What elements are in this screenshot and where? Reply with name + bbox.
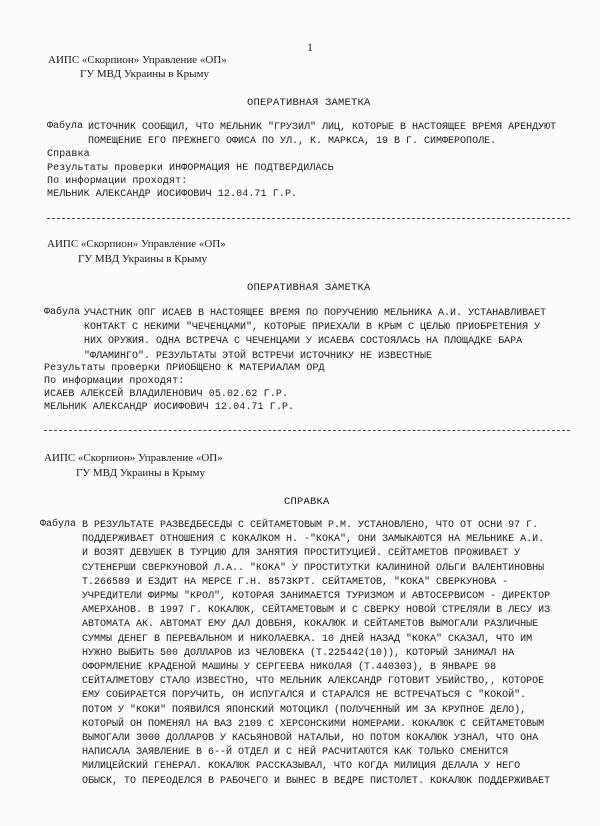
record-3-fabula-label: Фабула (40, 519, 77, 530)
record-3-fabula-text (82, 519, 550, 789)
record-2-fabula-line: НИХ ОРУЖИЯ. ОДНА ВСТРЕЧА С ЧЕЧЕНЦАМИ У ИСАЕВА СОСТОЯЛАСЬ НА ПЛОЩАДКЕ БАРА (84, 336, 523, 348)
record-3-fabula-line: МИЛИЦЕЙСКИЙ ГЕНЕРАЛ. КОКАЛЮК РАССКАЗЫВАЛ, ЧТО КОГДА МИЛИЦИЯ ДЕЛАЛА У НЕГО (82, 761, 521, 773)
record-3-fabula-line: СУММЫ ДЕНЕГ В ПЕРЕВАЛЬНОМ И НИКОЛАЕВКА. 10 ДНЕЙ НАЗАД "КОКА" СКАЗАЛ, ЧТО ИМ (82, 633, 533, 645)
record-3-fabula-line: В РЕЗУЛЬТАТЕ РАЗВЕДБЕСЕДЫ С СЕЙТАМЕТОВЫМ Р.М. УСТАНОВЛЕНО, ЧТО ОТ ОСНИ 97 Г. (82, 520, 539, 531)
record-2-fabula-label: Фабула (44, 307, 81, 318)
record-1-spravka-label: Справка (47, 149, 90, 160)
record-2-results: Результаты проверки ПРИОБЩЕНО К МАТЕРИАЛАМ ОРД (44, 363, 325, 374)
record-3-fabula-line: НУЖНО ВЫБИТЬ 500 ДОЛЛАРОВ ИЗ ЧЕЛОВЕКА (Т.225442(10)), КОТОРЫЙ ЗАНИМАЛ НА (82, 647, 515, 659)
record-3-fabula-line: ПОДДЕРЖИВАЕТ ОТНОШЕНИЯ С КОКАЛКОМ Н. -"КОКА", ОНИ ЗАМЫКАЮТСЯ НА МЕЛЬНИКЕ А.И. (82, 534, 545, 546)
record-3-fabula-line: НАПИСАЛА ЗАЯВЛЕНИЕ В 6--Й ОТДЕЛ И С НЕЙ РАСЧИТАЮТСЯ КАК ТОЛЬКО СМЕНИТСЯ (82, 747, 509, 759)
record-3-header-line2: ГУ МВД Украины в Крыму (76, 467, 205, 479)
page-number: 1 (307, 40, 313, 54)
record-3-fabula-line: ЕМУ СОБИРАЕТСЯ ПОРУЧИТЬ, ОН ИСПУГАЛСЯ И СТАРАЛСЯ НЕ ВСТРЕЧАТЬСЯ С "КОКОЙ". (82, 690, 527, 702)
record-2-fabula-line: КОНТАКТ С НЕКИМИ "ЧЕЧЕНЦАМИ", КОТОРЫЕ ПРИЕХАЛИ В КРЫМ С ЦЕЛЬЮ ПРИОБРЕТЕНИЯ У (84, 322, 541, 334)
record-2-person: МЕЛЬНИК АЛЕКСАНДР ИОСИФОВИЧ 12.04.71 Г.Р. (44, 402, 295, 413)
record-1-title: ОПЕРАТИВНАЯ ЗАМЕТКА (247, 97, 371, 109)
record-3-fabula-line: АВТОМАТА АК. АВТОМАТ ЕМУ ДАЛ ДОВБНЯ, КОКАЛЮК И СЕЙТАМЕТОВ ВЫМОГАЛИ РАЗЛИЧНЫЕ (82, 619, 539, 631)
record-1-info-label: По информации проходят: (47, 176, 188, 187)
record-1-fabula-line: ПОМЕЩЕНИЕ ЕГО ПРЕЖНЕГО ОФИСА ПО УЛ., К. МАРКСА, 19 В Г. СИМФЕРОПОЛЕ. (88, 136, 497, 148)
record-2-fabula-text (84, 307, 546, 364)
record-2-fabula-line: УЧАСТНИК ОПГ ИСАЕВ В НАСТОЯЩЕЕ ВРЕМЯ ПО ПОРУЧЕНИЮ МЕЛЬНИКА А.И. УСТАНАВЛИВАЕТ (84, 308, 547, 319)
record-1-results: Результаты проверки ИНФОРМАЦИЯ НЕ ПОДТВЕРДИЛАСЬ (47, 163, 334, 174)
record-2-fabula-line: "ФЛАМИНГО". РЕЗУЛЬТАТЫ ЭТОЙ ВСТРЕЧИ ИСТОЧНИКУ НЕ ИЗВЕСТНЫЕ (84, 350, 433, 362)
record-3-fabula-line: ОФОРМЛЕНИЕ КРАДЕНОЙ МАШИНЫ У СЕРГЕЕВА НИКОЛАЯ (Т.440303), В ЯНВАРЕ 98 (82, 662, 497, 674)
record-3-fabula-line: УЧРЕДИТЕЛИ ФИРМЫ "КРОЛ", КОТОРАЯ ЗАНИМАЕТСЯ ТУРИЗМОМ И АВТОСЕРВИСОМ - ДИРЕКТОР (82, 591, 551, 603)
record-3-fabula-line: ОБЫСК, ТО ПЕРЕОДЕЛСЯ В РАБОЧЕГО И ВЫНЕС В ВЕДРЕ ПИСТОЛЕТ. КОКАЛЮК ПОДДЕРЖИВАЕТ (82, 775, 551, 787)
record-2-title: ОПЕРАТИВНАЯ ЗАМЕТКА (247, 282, 371, 294)
record-2-header-line1: АИПС «Скорпион» Управление «ОП» (47, 238, 226, 250)
record-1-person: МЕЛЬНИК АЛЕКСАНДР ИОСИФОВИЧ 12.04.71 Г.Р. (47, 189, 298, 200)
record-1-fabula-line: ИСТОЧНИК СООБЩИЛ, ЧТО МЕЛЬНИК "ГРУЗИЛ" ЛИЦ, КОТОРЫЕ В НАСТОЯЩЕЕ ВРЕМЯ АРЕНДУЮТ (88, 122, 557, 133)
record-3-fabula-line: ВЫМОГАЛИ 3000 ДОЛЛАРОВ У КАСЬЯНОВОЙ НАТАЛЬИ, НО ПОТОМ КОКАЛЮК УЗНАЛ, ЧТО ОНА (82, 733, 539, 745)
record-3-fabula-line: СУТЕНЕРШИ СВЕРКУНОВОЙ Л.А.. "КОКА" У ПРОСТИТУТКИ КАЛИНИНОЙ ОЛЬГИ ВАЛЕНТИНОВНЫ (82, 562, 545, 574)
record-1-header-line2: ГУ МВД Украины в Крыму (80, 68, 209, 80)
record-3-fabula-line: Т.266589 И ЕЗДИТ НА МЕРСЕ Г.Н. 8573КРТ. СЕЙТАМЕТОВ, "КОКА" СВЕРКУНОВА - (82, 576, 509, 588)
separator-line (44, 430, 570, 431)
record-3-fabula-line: ПОТОМ У "КОКИ" ПОЯВИЛСЯ ЯПОНСКИЙ МОТОЦИКЛ (ПОЛУЧЕННЫЙ ИМ ЗА КРУПНОЕ ДЕЛО), (82, 704, 527, 716)
record-3-header-line1: АИПС «Скорпион» Управление «ОП» (44, 452, 223, 464)
record-3-fabula-line: СЕЙТАЛМЕТОВУ СТАЛО ИЗВЕСТНО, ЧТО МЕЛЬНИК АЛЕКСАНДР ГОТОВИТ УБИЙСТВО,, КОТОРОЕ (82, 676, 545, 688)
record-3-fabula-line: И ВОЗЯТ ДЕВУШЕК В ТУРЦИЮ ДЛЯ ЗАНЯТИЯ ПРОСТИТУЦИЕЙ. СЕЙТАМЕТОВ ПРОЖИВАЕТ У (82, 548, 521, 560)
record-3-title: СПРАВКА (284, 496, 330, 508)
record-3-fabula-line: КОТОРЫЙ ОН ПОМЕНЯЛ НА ВАЗ 2109 С ХЕРСОНСКИМИ НОМЕРАМИ. КОКАЛЮК С СЕЙТАМЕТОВЫМ (82, 718, 545, 730)
record-1-fabula-text (88, 121, 556, 149)
record-1-header-line1: АИПС «Скорпион» Управление «ОП» (48, 54, 227, 66)
record-2-info-label: По информации проходят: (44, 376, 185, 387)
record-1-fabula-label: Фабула (47, 121, 84, 132)
record-2-header-line2: ГУ МВД Украины в Крыму (78, 253, 207, 265)
record-2-person: ИСАЕВ АЛЕКСЕЙ ВЛАДИЛЕНОВИЧ 05.02.62 Г.Р. (44, 389, 289, 400)
record-3-fabula-line: АМЕРХАНОВ. В 1997 Г. КОКАЛЮК, СЕЙТАМЕТОВЫМ И С СВЕРКУ НОВОЙ СТРЕЛЯЛИ В ЛЕСУ ИЗ (82, 605, 551, 617)
separator-line (47, 218, 570, 219)
